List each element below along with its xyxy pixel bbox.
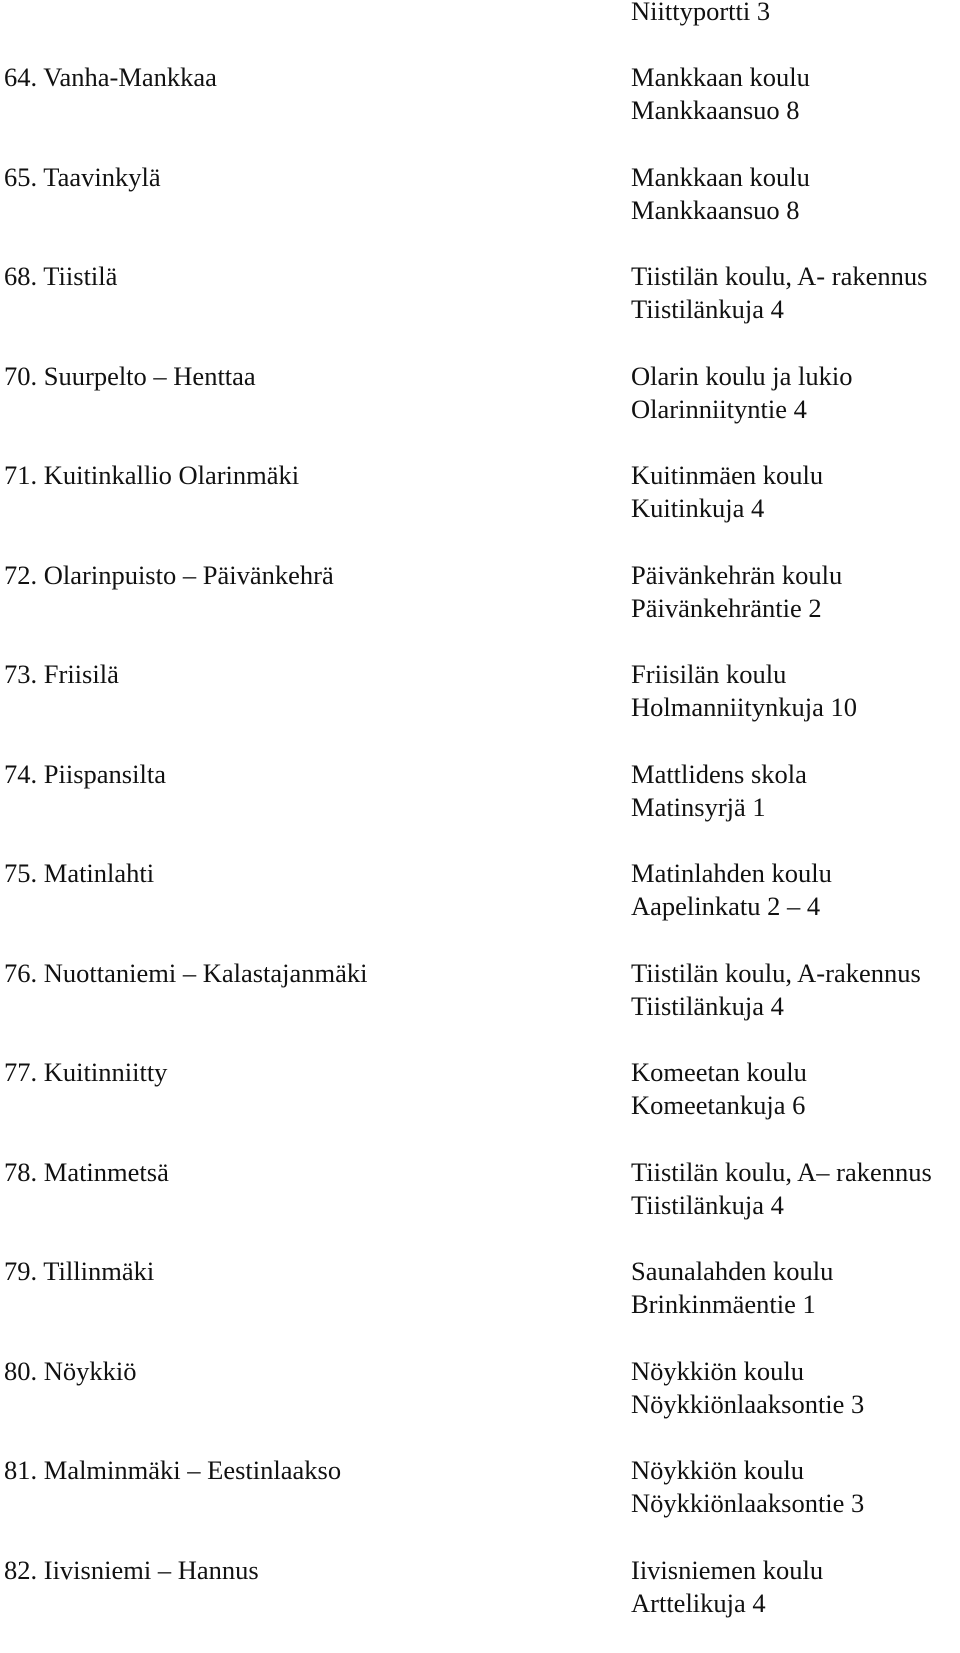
- district-name: 77. Kuitinniitty: [4, 1056, 167, 1089]
- school-name: Kuitinmäen koulu: [631, 459, 823, 492]
- district-name: 73. Friisilä: [4, 658, 119, 691]
- school-address: Nöykkiönlaaksontie 3: [631, 1487, 864, 1520]
- school-name: Mankkaan koulu: [631, 61, 810, 94]
- school-name: Saunalahden koulu: [631, 1255, 833, 1288]
- school-info: [631, 857, 832, 923]
- school-info: [631, 1056, 807, 1122]
- school-name: Iivisniemen koulu: [631, 1554, 823, 1587]
- school-name: Tiistilän koulu, A-rakennus: [631, 957, 921, 990]
- district-name: 80. Nöykkiö: [4, 1355, 137, 1388]
- school-name: Tiistilän koulu, A- rakennus: [631, 260, 927, 293]
- school-address: Tiistilänkuja 4: [631, 990, 921, 1023]
- district-name: 64. Vanha-Mankkaa: [4, 61, 217, 94]
- school-name: Nöykkiön koulu: [631, 1355, 864, 1388]
- carryover-address: Niittyportti 3: [631, 0, 770, 28]
- school-info: [631, 559, 842, 625]
- list-item: [0, 1255, 960, 1355]
- list-item: [0, 459, 960, 559]
- list-item: [0, 61, 960, 161]
- school-name: Olarin koulu ja lukio: [631, 360, 853, 393]
- school-info: [631, 161, 810, 227]
- school-info: [631, 1554, 823, 1620]
- list-item: [0, 1454, 960, 1554]
- school-info: [631, 459, 823, 525]
- school-address: Tiistilänkuja 4: [631, 293, 927, 326]
- district-name: 74. Piispansilta: [4, 758, 166, 791]
- school-address: Holmanniitynkuja 10: [631, 691, 857, 724]
- school-name: Matinlahden koulu: [631, 857, 832, 890]
- list-item: [0, 857, 960, 957]
- school-name: Nöykkiön koulu: [631, 1454, 864, 1487]
- district-name: 82. Iivisniemi – Hannus: [4, 1554, 259, 1587]
- district-name: 78. Matinmetsä: [4, 1156, 169, 1189]
- district-school-list: [0, 61, 960, 1653]
- list-item: [0, 260, 960, 360]
- list-item: [0, 957, 960, 1057]
- school-address: Päivänkehräntie 2: [631, 592, 842, 625]
- district-name: 81. Malminmäki – Eestinlaakso: [4, 1454, 341, 1487]
- school-address: Brinkinmäentie 1: [631, 1288, 833, 1321]
- district-name: 75. Matinlahti: [4, 857, 154, 890]
- school-address: Aapelinkatu 2 – 4: [631, 890, 832, 923]
- school-address: Arttelikuja 4: [631, 1587, 823, 1620]
- school-name: Mattlidens skola: [631, 758, 807, 791]
- list-item: [0, 758, 960, 858]
- list-item: [0, 161, 960, 261]
- school-info: [631, 957, 921, 1023]
- list-item: [0, 559, 960, 659]
- school-address: Olarinniityntie 4: [631, 393, 853, 426]
- list-item: [0, 1056, 960, 1156]
- district-name: 65. Taavinkylä: [4, 161, 161, 194]
- school-address: Matinsyrjä 1: [631, 791, 807, 824]
- list-item: [0, 1355, 960, 1455]
- district-name: 72. Olarinpuisto – Päivänkehrä: [4, 559, 334, 592]
- list-item: [0, 1554, 960, 1653]
- school-info: [631, 61, 810, 127]
- school-address: Mankkaansuo 8: [631, 94, 810, 127]
- school-info: [631, 1156, 932, 1222]
- school-info: [631, 758, 807, 824]
- school-info: [631, 360, 853, 426]
- school-address: Mankkaansuo 8: [631, 194, 810, 227]
- district-name: 79. Tillinmäki: [4, 1255, 154, 1288]
- school-name: Friisilän koulu: [631, 658, 857, 691]
- district-name: 70. Suurpelto – Henttaa: [4, 360, 256, 393]
- district-name: 68. Tiistilä: [4, 260, 117, 293]
- school-name: Mankkaan koulu: [631, 161, 810, 194]
- district-name: 71. Kuitinkallio Olarinmäki: [4, 459, 299, 492]
- school-info: [631, 1454, 864, 1520]
- list-item: [0, 360, 960, 460]
- school-address: Komeetankuja 6: [631, 1089, 807, 1122]
- school-name: Tiistilän koulu, A– rakennus: [631, 1156, 932, 1189]
- list-item: [0, 658, 960, 758]
- school-address: Nöykkiönlaaksontie 3: [631, 1388, 864, 1421]
- school-name: Päivänkehrän koulu: [631, 559, 842, 592]
- school-info: [631, 1355, 864, 1421]
- school-info: [631, 1255, 833, 1321]
- school-name: Komeetan koulu: [631, 1056, 807, 1089]
- school-address: Tiistilänkuja 4: [631, 1189, 932, 1222]
- school-info: [631, 658, 857, 724]
- list-item: [0, 1156, 960, 1256]
- school-address: Kuitinkuja 4: [631, 492, 823, 525]
- school-info: [631, 260, 927, 326]
- district-name: 76. Nuottaniemi – Kalastajanmäki: [4, 957, 368, 990]
